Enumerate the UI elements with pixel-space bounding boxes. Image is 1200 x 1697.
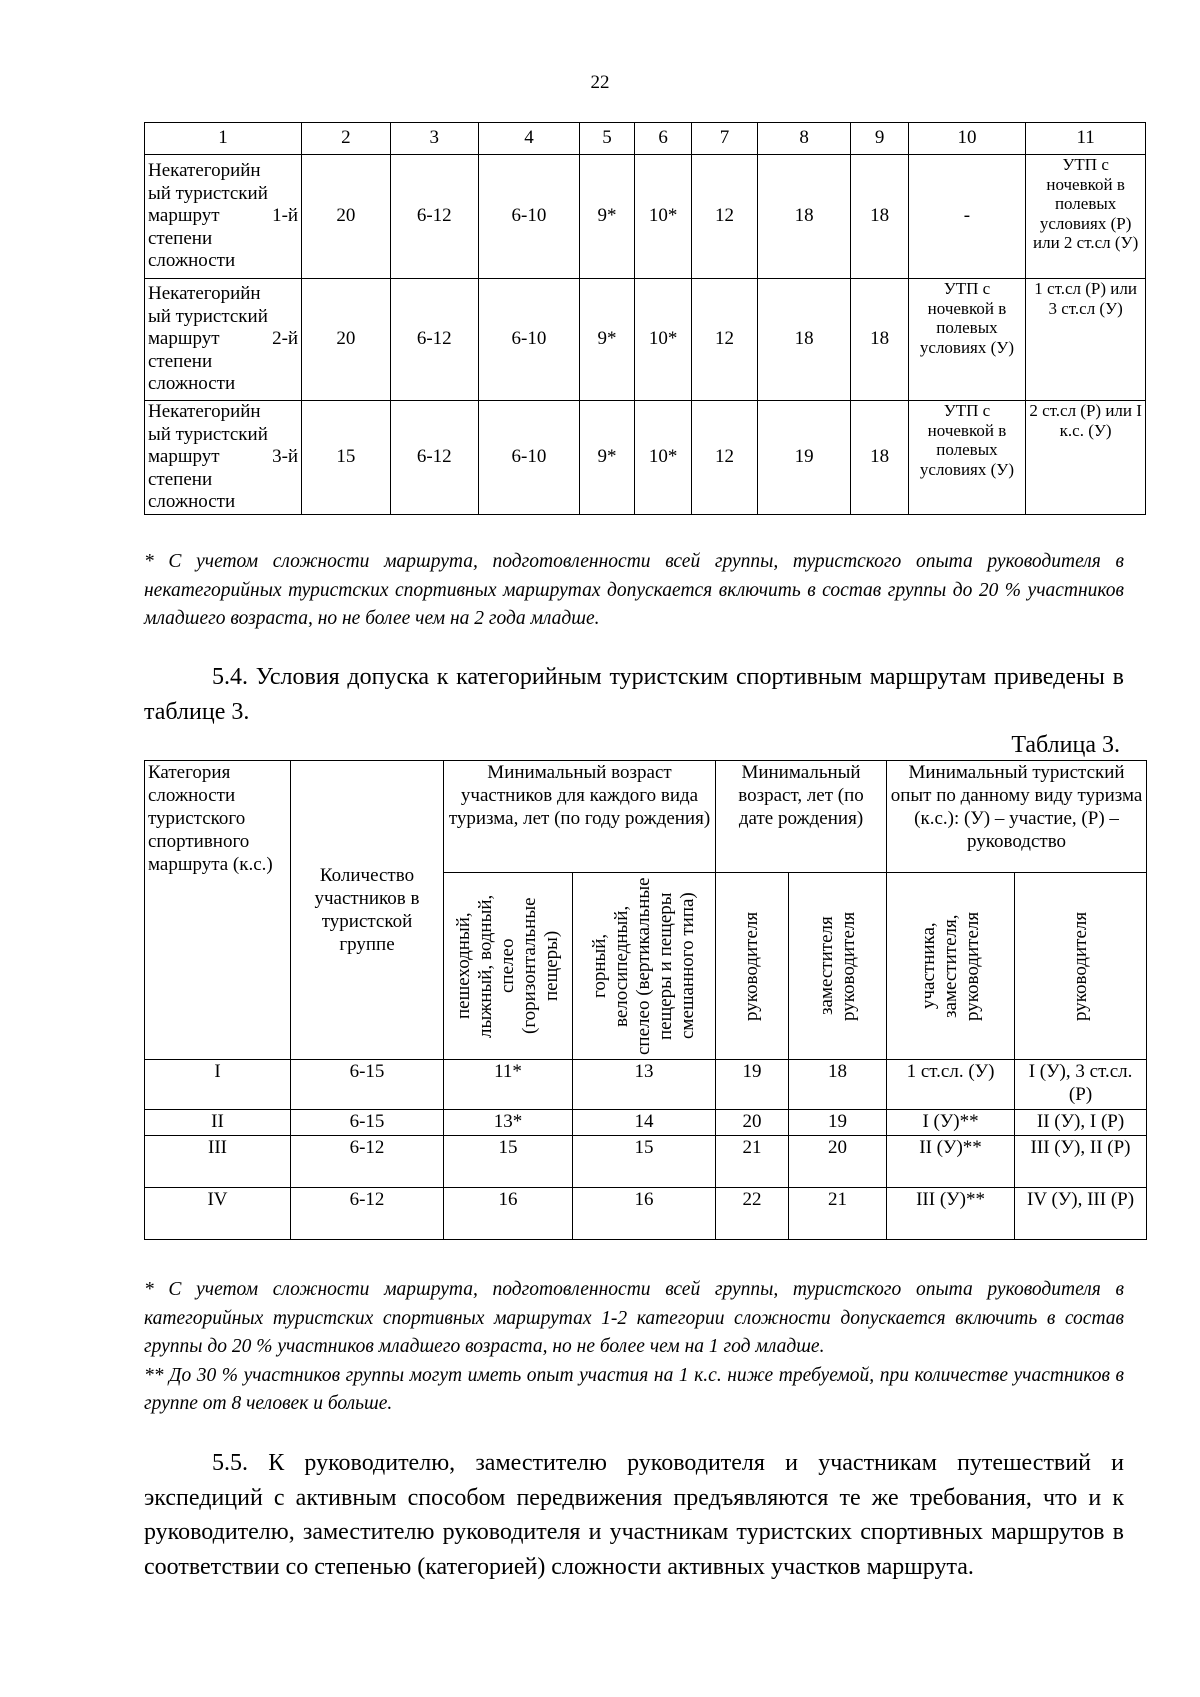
table-cell: 12: [692, 155, 758, 279]
table-cell: IV (У), III (Р): [1015, 1188, 1147, 1240]
route-line: Некатегорийн: [148, 283, 261, 305]
header-cell: 3: [390, 123, 478, 155]
route-line: сложности: [148, 373, 236, 395]
header-category: Категория сложности туристского спортивного маршрута (к.с.): [145, 761, 291, 1060]
table-cell: 15: [444, 1136, 573, 1188]
table-cell: 2 ст.сл (Р) или I к.с. (У): [1026, 401, 1146, 515]
table-cell: 6-10: [478, 279, 579, 401]
table-cell: 11*: [444, 1060, 573, 1110]
subheader-walk: пешеходный, лыжный, водный, спелео (горизонтальные пещеры): [444, 873, 573, 1060]
table-cell: 16: [573, 1188, 716, 1240]
subheader-exp-participant: участника, заместителя, руководителя: [887, 873, 1015, 1060]
footnotes-table-3: [144, 1276, 1124, 1419]
table-cell: 6-12: [390, 401, 478, 515]
table-2: [144, 122, 1146, 515]
header-cell: 11: [1026, 123, 1146, 155]
table-3: [144, 760, 1147, 1240]
header-cell: 7: [692, 123, 758, 155]
table-cell: 13: [573, 1060, 716, 1110]
header-min-age-date: Минимальный возраст, лет (по дате рождения): [716, 761, 887, 873]
table-cell: УТП с ночевкой в полевых условиях (У): [908, 401, 1026, 515]
table-cell: 19: [716, 1060, 789, 1110]
table-cell: 9*: [579, 155, 634, 279]
route-line: сложности: [148, 250, 236, 272]
subheader-mount: горный, велосипедный, спелео (вертикальные пещеры и пещеры смешанного типа): [573, 873, 716, 1060]
table-cell: 21: [789, 1188, 887, 1240]
table-cell: 18: [757, 279, 851, 401]
route-line: 2-й: [272, 328, 299, 350]
subheader-deputy-age: заместителя руководителя: [789, 873, 887, 1060]
header-cell: 1: [145, 123, 302, 155]
table-cell: УТП с ночевкой в полевых условиях (У): [908, 279, 1026, 401]
page-number: 22: [590, 72, 610, 93]
table-cell: 20: [302, 279, 390, 401]
table-cell: 16: [444, 1188, 573, 1240]
table-cell: III (У), II (Р): [1015, 1136, 1147, 1188]
header-cell: 4: [478, 123, 579, 155]
route-cell: [145, 279, 302, 401]
route-line: ый туристский: [148, 182, 268, 204]
footnote-2: * С учетом сложности маршрута, подготовленности всей группы, туристского опыта руководителя в категорийных туристских спортивных маршрутах 1-2 категории сложности допускается включить в состав группы до 20 % участников младшего возраста, но не более чем на 1 год младше.: [144, 1279, 1124, 1357]
table-cell: III (У)**: [887, 1188, 1015, 1240]
route-cell: [145, 401, 302, 515]
header-cell: 8: [757, 123, 851, 155]
route-line: маршрут: [148, 205, 220, 227]
table-cell: 12: [692, 279, 758, 401]
table-row: [145, 1136, 1147, 1188]
table-cell: IV: [145, 1188, 291, 1240]
table-cell: 20: [302, 155, 390, 279]
table-cell: 6-10: [478, 401, 579, 515]
footnote-1: * С учетом сложности маршрута, подготовленности всей группы, туристского опыта руководителя в некатегорийных туристских спортивных маршрутах допускается включить в состав группы до 20 % участников младшего возраста, но не более чем на 2 года младше.: [144, 551, 1124, 629]
table-cell: 6-12: [390, 279, 478, 401]
table-cell: 6-12: [291, 1188, 444, 1240]
paragraph-5-4: 5.4. Условия допуска к категорийным туристским спортивным маршрутам приведены в таблице 3.: [144, 664, 1124, 725]
header-cell: 9: [851, 123, 908, 155]
table-cell: 12: [692, 401, 758, 515]
table-cell: -: [908, 155, 1026, 279]
table-header-row: [145, 123, 1146, 155]
table-cell: 19: [789, 1110, 887, 1136]
header-cell: 10: [908, 123, 1026, 155]
table-cell: III: [145, 1136, 291, 1188]
route-line: ый туристский: [148, 305, 268, 327]
table-cell: 6-15: [291, 1110, 444, 1136]
subheader-leader-age: руководителя: [716, 873, 789, 1060]
table-cell: 1 ст.сл (Р) или 3 ст.сл (У): [1026, 279, 1146, 401]
header-experience: Минимальный туристский опыт по данному виду туризма (к.с.): (У) – участие, (Р) – руководство: [887, 761, 1147, 873]
route-line: сложности: [148, 491, 236, 513]
table-cell: II (У), I (Р): [1015, 1110, 1147, 1136]
table-header-row: [145, 761, 1147, 873]
paragraph-5-5: 5.5. К руководителю, заместителю руководителя и участникам путешествий и экспедиций с активным способом передвижения предъявляются те же требования, что и к руководителю, заместителю руководителя и участникам туристских спортивных маршрутов в соответствии со степенью (категорией) сложности активных участков маршрута.: [144, 1450, 1124, 1580]
table-cell: 13*: [444, 1110, 573, 1136]
table-row: [145, 1060, 1147, 1110]
table-3-caption: Таблица 3.: [1011, 732, 1120, 758]
table-cell: УТП с ночевкой в полевых условиях (Р) или 2 ст.сл (У): [1026, 155, 1146, 279]
table-cell: 20: [789, 1136, 887, 1188]
route-line: степени: [148, 350, 213, 372]
route-line: Некатегорийн: [148, 160, 261, 182]
route-line: степени: [148, 468, 213, 490]
header-cell: 2: [302, 123, 390, 155]
route-cell: [145, 155, 302, 279]
table-cell: 14: [573, 1110, 716, 1136]
table-cell: II (У)**: [887, 1136, 1015, 1188]
table-cell: 6-12: [390, 155, 478, 279]
table-row: [145, 155, 1146, 279]
header-min-age-year: Минимальный возраст участников для каждого вида туризма, лет (по году рождения): [444, 761, 716, 873]
table-cell: 6-15: [291, 1060, 444, 1110]
header-cell: 5: [579, 123, 634, 155]
table-row: [145, 401, 1146, 515]
table-cell: 10*: [635, 155, 692, 279]
table-cell: I: [145, 1060, 291, 1110]
table-cell: 9*: [579, 401, 634, 515]
table-cell: I (У), 3 ст.сл. (Р): [1015, 1060, 1147, 1110]
table-cell: I (У)**: [887, 1110, 1015, 1136]
route-line: 1-й: [272, 205, 299, 227]
table-row: [145, 1188, 1147, 1240]
table-cell: 18: [789, 1060, 887, 1110]
route-line: 3-й: [272, 446, 299, 468]
route-line: маршрут: [148, 328, 220, 350]
table-cell: 10*: [635, 279, 692, 401]
table-cell: 18: [757, 155, 851, 279]
footnote-3: ** До 30 % участников группы могут иметь опыт участия на 1 к.с. ниже требуемой, при количестве участников в группе от 8 человек и больше.: [144, 1364, 1124, 1414]
subheader-exp-leader: руководителя: [1015, 873, 1147, 1060]
table-cell: 6-12: [291, 1136, 444, 1188]
header-count: Количество участников в туристской группе: [291, 761, 444, 1060]
table-cell: 22: [716, 1188, 789, 1240]
table-cell: 15: [573, 1136, 716, 1188]
table-cell: 15: [302, 401, 390, 515]
table-row: [145, 1110, 1147, 1136]
table-cell: 1 ст.сл. (У): [887, 1060, 1015, 1110]
route-line: маршрут: [148, 446, 220, 468]
route-line: Некатегорийн: [148, 401, 261, 423]
table-cell: 21: [716, 1136, 789, 1188]
table-cell: 10*: [635, 401, 692, 515]
table-cell: 9*: [579, 279, 634, 401]
header-cell: 6: [635, 123, 692, 155]
table-cell: 6-10: [478, 155, 579, 279]
table-cell: II: [145, 1110, 291, 1136]
table-cell: 19: [757, 401, 851, 515]
table-row: [145, 279, 1146, 401]
route-line: ый туристский: [148, 423, 268, 445]
table-cell: 20: [716, 1110, 789, 1136]
table-cell: 18: [851, 401, 908, 515]
table-cell: 18: [851, 279, 908, 401]
table-cell: 18: [851, 155, 908, 279]
route-line: степени: [148, 227, 213, 249]
